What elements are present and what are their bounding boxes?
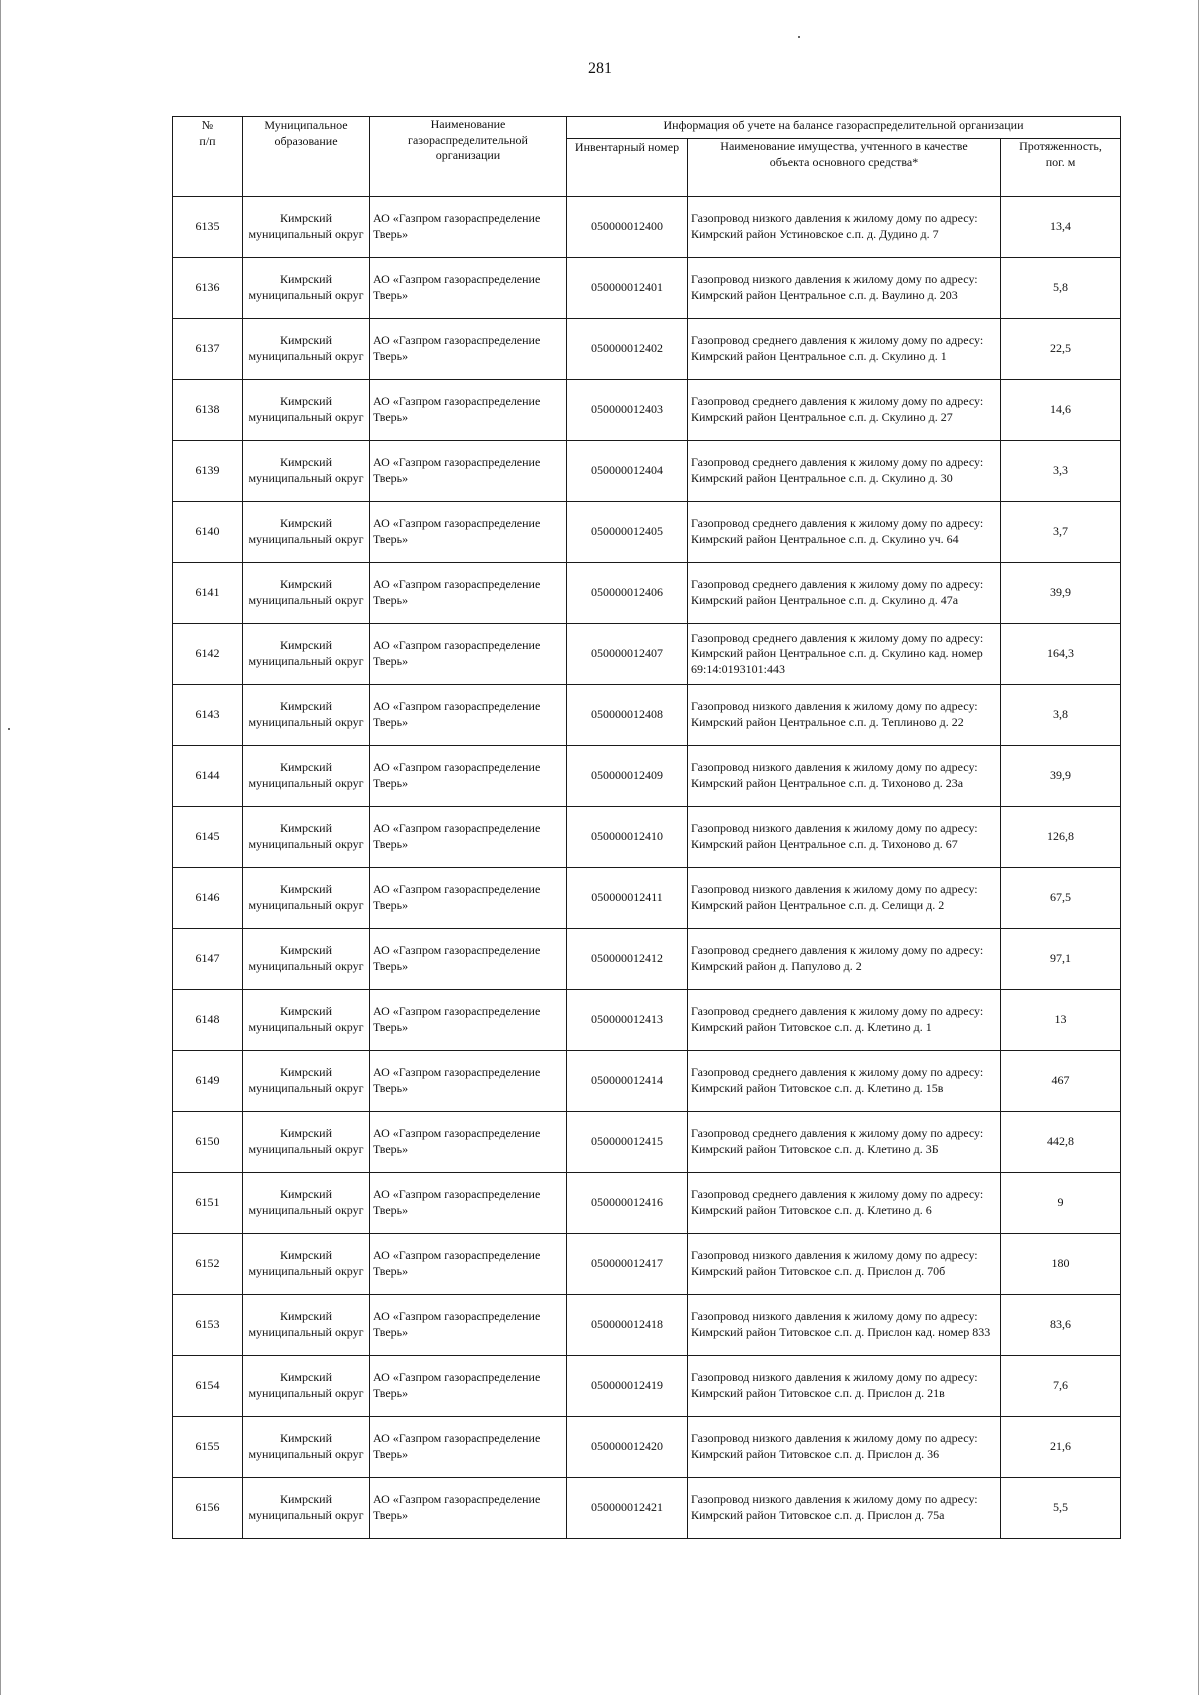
table-row	[173, 1173, 1121, 1234]
scan-edge-right	[1198, 0, 1199, 1695]
asset-name-cell: Газопровод низкого давления к жилому дому по адресу: Кимрский район Центральное с.п. д. Тихоново д. 67	[688, 807, 1001, 868]
organization-cell: АО «Газпром газораспределение Тверь»	[370, 807, 567, 868]
inventory-number-cell: 050000012421	[567, 1478, 688, 1539]
asset-name-cell: Газопровод среднего давления к жилому дому по адресу: Кимрский район Центральное с.п. д. Скулино уч. 64	[688, 502, 1001, 563]
table-header	[173, 117, 1121, 197]
organization-cell: АО «Газпром газораспределение Тверь»	[370, 990, 567, 1051]
municipality-cell: Кимрский муниципальный округ	[243, 929, 370, 990]
length-cell: 180	[1001, 1234, 1121, 1295]
inventory-number-cell: 050000012407	[567, 624, 688, 685]
organization-cell: АО «Газпром газораспределение Тверь»	[370, 1478, 567, 1539]
row-number: 6141	[173, 563, 243, 624]
asset-name-cell: Газопровод среднего давления к жилому дому по адресу: Кимрский район Титовское с.п. д. Клетино д. 6	[688, 1173, 1001, 1234]
inventory-number-cell: 050000012400	[567, 197, 688, 258]
inventory-number-cell: 050000012412	[567, 929, 688, 990]
municipality-cell: Кимрский муниципальный округ	[243, 990, 370, 1051]
length-cell: 9	[1001, 1173, 1121, 1234]
asset-name-cell: Газопровод низкого давления к жилому дому по адресу: Кимрский район Центральное с.п. д. Ваулино д. 203	[688, 258, 1001, 319]
asset-name-cell: Газопровод среднего давления к жилому дому по адресу: Кимрский район Центральное с.п. д. Скулино д. 1	[688, 319, 1001, 380]
inventory-number-cell: 050000012401	[567, 258, 688, 319]
asset-name-cell: Газопровод среднего давления к жилому дому по адресу: Кимрский район Титовское с.п. д. Клетино д. 3Б	[688, 1112, 1001, 1173]
inventory-number-cell: 050000012411	[567, 868, 688, 929]
asset-name-cell: Газопровод низкого давления к жилому дому по адресу: Кимрский район Устиновское с.п. д. Дудино д. 7	[688, 197, 1001, 258]
organization-cell: АО «Газпром газораспределение Тверь»	[370, 258, 567, 319]
row-number: 6156	[173, 1478, 243, 1539]
table-row	[173, 502, 1121, 563]
row-number: 6138	[173, 380, 243, 441]
length-cell: 3,3	[1001, 441, 1121, 502]
table-row	[173, 563, 1121, 624]
municipality-cell: Кимрский муниципальный округ	[243, 441, 370, 502]
organization-cell: АО «Газпром газораспределение Тверь»	[370, 929, 567, 990]
inventory-number-cell: 050000012409	[567, 746, 688, 807]
municipality-cell: Кимрский муниципальный округ	[243, 502, 370, 563]
table-row	[173, 685, 1121, 746]
asset-name-cell: Газопровод среднего давления к жилому дому по адресу: Кимрский район Титовское с.п. д. Клетино д. 1	[688, 990, 1001, 1051]
asset-name-cell: Газопровод низкого давления к жилому дому по адресу: Кимрский район Центральное с.п. д. Теплиново д. 22	[688, 685, 1001, 746]
inventory-number-cell: 050000012418	[567, 1295, 688, 1356]
organization-cell: АО «Газпром газораспределение Тверь»	[370, 1295, 567, 1356]
header-num: № п/п	[173, 117, 243, 197]
length-cell: 39,9	[1001, 746, 1121, 807]
municipality-cell: Кимрский муниципальный округ	[243, 380, 370, 441]
header-length: Протяженность, пог. м	[1001, 139, 1121, 197]
municipality-cell: Кимрский муниципальный округ	[243, 197, 370, 258]
length-cell: 22,5	[1001, 319, 1121, 380]
scan-edge-left	[0, 0, 1, 1695]
asset-name-cell: Газопровод среднего давления к жилому дому по адресу: Кимрский район д. Папулово д. 2	[688, 929, 1001, 990]
length-cell: 21,6	[1001, 1417, 1121, 1478]
organization-cell: АО «Газпром газораспределение Тверь»	[370, 197, 567, 258]
row-number: 6150	[173, 1112, 243, 1173]
length-cell: 5,8	[1001, 258, 1121, 319]
header-organization: Наименование газораспределительной организации	[370, 117, 567, 197]
length-cell: 67,5	[1001, 868, 1121, 929]
organization-cell: АО «Газпром газораспределение Тверь»	[370, 1051, 567, 1112]
row-number: 6146	[173, 868, 243, 929]
table-row	[173, 868, 1121, 929]
header-balance-info: Информация об учете на балансе газораспределительной организации	[567, 117, 1121, 139]
asset-name-cell: Газопровод низкого давления к жилому дому по адресу: Кимрский район Титовское с.п. д. Прислон д. 70б	[688, 1234, 1001, 1295]
municipality-cell: Кимрский муниципальный округ	[243, 1295, 370, 1356]
length-cell: 7,6	[1001, 1356, 1121, 1417]
organization-cell: АО «Газпром газораспределение Тверь»	[370, 1417, 567, 1478]
registry-table	[172, 116, 1121, 1539]
table-body	[173, 197, 1121, 1539]
municipality-cell: Кимрский муниципальный округ	[243, 1112, 370, 1173]
scan-speck	[798, 36, 800, 38]
municipality-cell: Кимрский муниципальный округ	[243, 624, 370, 685]
inventory-number-cell: 050000012413	[567, 990, 688, 1051]
table-row	[173, 1356, 1121, 1417]
row-number: 6149	[173, 1051, 243, 1112]
inventory-number-cell: 050000012406	[567, 563, 688, 624]
length-cell: 164,3	[1001, 624, 1121, 685]
scan-speck	[8, 728, 10, 730]
row-number: 6145	[173, 807, 243, 868]
asset-name-cell: Газопровод низкого давления к жилому дому по адресу: Кимрский район Центральное с.п. д. Селищи д. 2	[688, 868, 1001, 929]
asset-name-cell: Газопровод низкого давления к жилому дому по адресу: Кимрский район Титовское с.п. д. Прислон д. 75а	[688, 1478, 1001, 1539]
asset-name-cell: Газопровод низкого давления к жилому дому по адресу: Кимрский район Титовское с.п. д. Прислон д. 21в	[688, 1356, 1001, 1417]
organization-cell: АО «Газпром газораспределение Тверь»	[370, 441, 567, 502]
length-cell: 3,8	[1001, 685, 1121, 746]
municipality-cell: Кимрский муниципальный округ	[243, 563, 370, 624]
length-cell: 442,8	[1001, 1112, 1121, 1173]
table-row	[173, 258, 1121, 319]
inventory-number-cell: 050000012405	[567, 502, 688, 563]
inventory-number-cell: 050000012410	[567, 807, 688, 868]
municipality-cell: Кимрский муниципальный округ	[243, 258, 370, 319]
municipality-cell: Кимрский муниципальный округ	[243, 746, 370, 807]
row-number: 6136	[173, 258, 243, 319]
row-number: 6140	[173, 502, 243, 563]
row-number: 6152	[173, 1234, 243, 1295]
row-number: 6154	[173, 1356, 243, 1417]
municipality-cell: Кимрский муниципальный округ	[243, 868, 370, 929]
municipality-cell: Кимрский муниципальный округ	[243, 319, 370, 380]
table-row	[173, 807, 1121, 868]
length-cell: 467	[1001, 1051, 1121, 1112]
inventory-number-cell: 050000012420	[567, 1417, 688, 1478]
inventory-number-cell: 050000012402	[567, 319, 688, 380]
length-cell: 14,6	[1001, 380, 1121, 441]
table-row	[173, 1417, 1121, 1478]
inventory-number-cell: 050000012404	[567, 441, 688, 502]
municipality-cell: Кимрский муниципальный округ	[243, 1173, 370, 1234]
page-number: 281	[588, 60, 612, 77]
row-number: 6153	[173, 1295, 243, 1356]
row-number: 6148	[173, 990, 243, 1051]
asset-name-cell: Газопровод среднего давления к жилому дому по адресу: Кимрский район Центральное с.п. д. Скулино д. 47а	[688, 563, 1001, 624]
table-row	[173, 929, 1121, 990]
header-inventory: Инвентарный номер	[567, 139, 688, 197]
organization-cell: АО «Газпром газораспределение Тверь»	[370, 319, 567, 380]
row-number: 6139	[173, 441, 243, 502]
header-asset-name: Наименование имущества, учтенного в качестве объекта основного средства*	[688, 139, 1001, 197]
inventory-number-cell: 050000012415	[567, 1112, 688, 1173]
row-number: 6142	[173, 624, 243, 685]
asset-name-cell: Газопровод низкого давления к жилому дому по адресу: Кимрский район Титовское с.п. д. Прислон кад. номер 833	[688, 1295, 1001, 1356]
organization-cell: АО «Газпром газораспределение Тверь»	[370, 1356, 567, 1417]
table-row	[173, 197, 1121, 258]
inventory-number-cell: 050000012408	[567, 685, 688, 746]
municipality-cell: Кимрский муниципальный округ	[243, 1051, 370, 1112]
municipality-cell: Кимрский муниципальный округ	[243, 685, 370, 746]
municipality-cell: Кимрский муниципальный округ	[243, 807, 370, 868]
municipality-cell: Кимрский муниципальный округ	[243, 1356, 370, 1417]
organization-cell: АО «Газпром газораспределение Тверь»	[370, 624, 567, 685]
table-row	[173, 1295, 1121, 1356]
length-cell: 13	[1001, 990, 1121, 1051]
table-row	[173, 624, 1121, 685]
asset-name-cell: Газопровод низкого давления к жилому дому по адресу: Кимрский район Центральное с.п. д. Тихоново д. 23а	[688, 746, 1001, 807]
row-number: 6135	[173, 197, 243, 258]
row-number: 6151	[173, 1173, 243, 1234]
table-row	[173, 1051, 1121, 1112]
inventory-number-cell: 050000012403	[567, 380, 688, 441]
table-row	[173, 380, 1121, 441]
organization-cell: АО «Газпром газораспределение Тверь»	[370, 502, 567, 563]
length-cell: 83,6	[1001, 1295, 1121, 1356]
asset-name-cell: Газопровод среднего давления к жилому дому по адресу: Кимрский район Титовское с.п. д. Клетино д. 15в	[688, 1051, 1001, 1112]
inventory-number-cell: 050000012419	[567, 1356, 688, 1417]
municipality-cell: Кимрский муниципальный округ	[243, 1234, 370, 1295]
organization-cell: АО «Газпром газораспределение Тверь»	[370, 1234, 567, 1295]
table-row	[173, 441, 1121, 502]
length-cell: 13,4	[1001, 197, 1121, 258]
inventory-number-cell: 050000012417	[567, 1234, 688, 1295]
row-number: 6144	[173, 746, 243, 807]
organization-cell: АО «Газпром газораспределение Тверь»	[370, 1112, 567, 1173]
table-row	[173, 1234, 1121, 1295]
organization-cell: АО «Газпром газораспределение Тверь»	[370, 685, 567, 746]
organization-cell: АО «Газпром газораспределение Тверь»	[370, 380, 567, 441]
inventory-number-cell: 050000012416	[567, 1173, 688, 1234]
length-cell: 39,9	[1001, 563, 1121, 624]
row-number: 6143	[173, 685, 243, 746]
inventory-number-cell: 050000012414	[567, 1051, 688, 1112]
organization-cell: АО «Газпром газораспределение Тверь»	[370, 1173, 567, 1234]
length-cell: 3,7	[1001, 502, 1121, 563]
table-row	[173, 990, 1121, 1051]
organization-cell: АО «Газпром газораспределение Тверь»	[370, 563, 567, 624]
table-row	[173, 746, 1121, 807]
row-number: 6137	[173, 319, 243, 380]
asset-name-cell: Газопровод среднего давления к жилому дому по адресу: Кимрский район Центральное с.п. д. Скулино д. 30	[688, 441, 1001, 502]
municipality-cell: Кимрский муниципальный округ	[243, 1478, 370, 1539]
asset-name-cell: Газопровод среднего давления к жилому дому по адресу: Кимрский район Центральное с.п. д. Скулино кад. номер 69:14:0193101:443	[688, 624, 1001, 685]
table-row	[173, 1478, 1121, 1539]
header-municipality: Муниципальное образование	[243, 117, 370, 197]
organization-cell: АО «Газпром газораспределение Тверь»	[370, 868, 567, 929]
table-row	[173, 319, 1121, 380]
table-row	[173, 1112, 1121, 1173]
length-cell: 5,5	[1001, 1478, 1121, 1539]
asset-name-cell: Газопровод среднего давления к жилому дому по адресу: Кимрский район Центральное с.п. д. Скулино д. 27	[688, 380, 1001, 441]
length-cell: 97,1	[1001, 929, 1121, 990]
row-number: 6147	[173, 929, 243, 990]
length-cell: 126,8	[1001, 807, 1121, 868]
row-number: 6155	[173, 1417, 243, 1478]
municipality-cell: Кимрский муниципальный округ	[243, 1417, 370, 1478]
asset-name-cell: Газопровод низкого давления к жилому дому по адресу: Кимрский район Титовское с.п. д. Прислон д. 36	[688, 1417, 1001, 1478]
organization-cell: АО «Газпром газораспределение Тверь»	[370, 746, 567, 807]
